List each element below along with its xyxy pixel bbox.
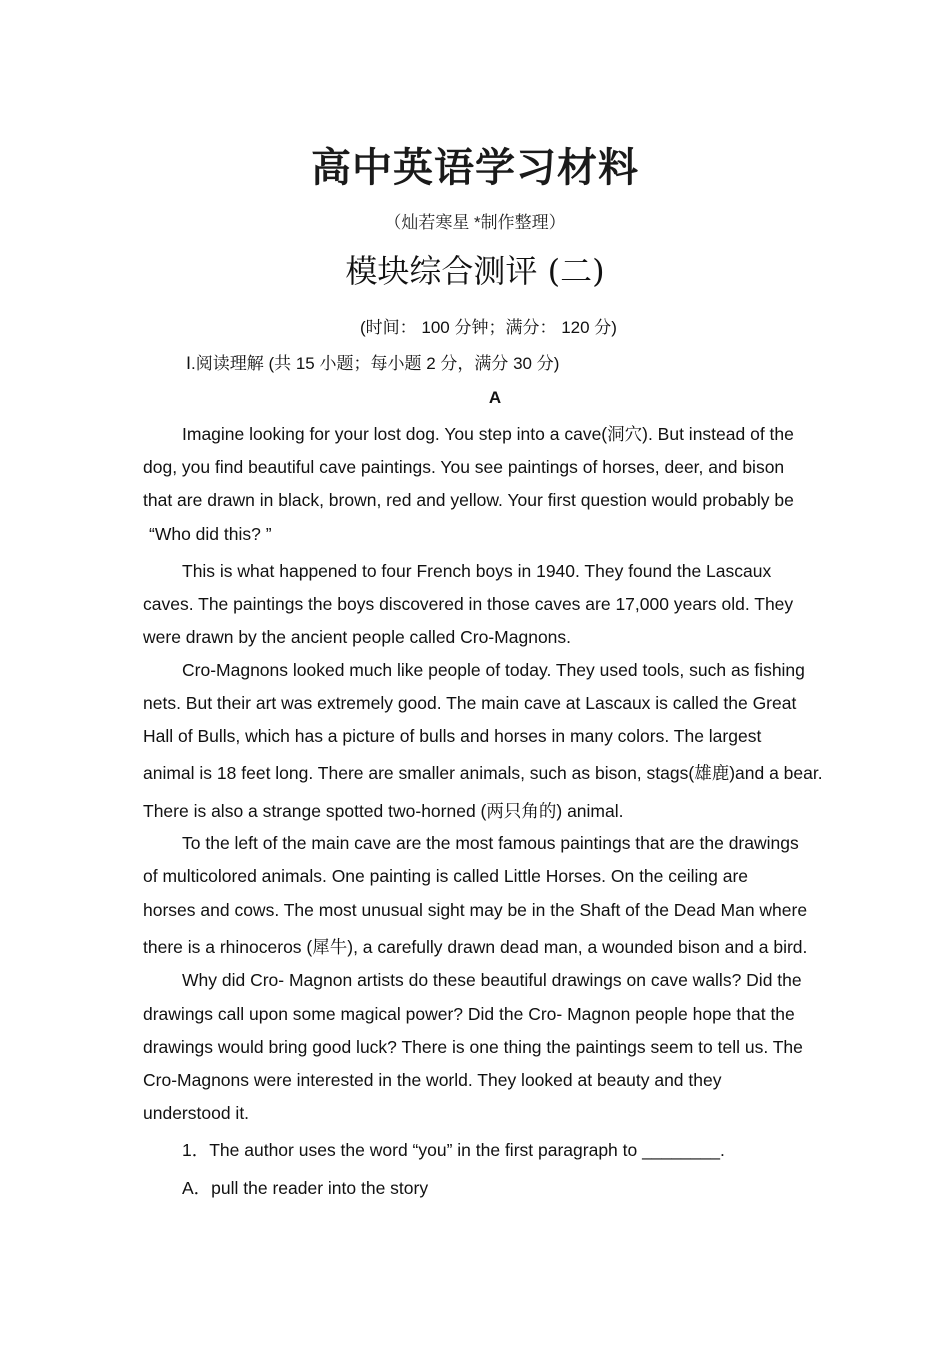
- passage-line: There is also a strange spotted two-horned (两只角的) animal.: [143, 801, 624, 821]
- passage-line: dog, you find beautiful cave paintings. You see paintings of horses, deer, and bison: [143, 457, 785, 477]
- passage-line: nets. But their art was extremely good. The main cave at Lascaux is called the Great: [143, 693, 797, 713]
- passage-line: there is a rhinoceros (犀牛), a carefully drawn dead man, a wounded bison and a bird.: [143, 937, 808, 957]
- section-heading: Ⅰ.阅读理解 (共 15 小题；每小题 2 分，满分 30 分): [186, 354, 560, 373]
- passage-line: were drawn by the ancient people called Cro-Magnons.: [143, 627, 572, 647]
- passage-line: of multicolored animals. One painting is called Little Horses. On the ceiling are: [143, 866, 749, 886]
- passage-line: To the left of the main cave are the most famous paintings that are the drawings: [182, 833, 799, 853]
- passage-line: Imagine looking for your lost dog. You step into a cave(洞穴). But instead of the: [182, 424, 794, 444]
- passage-line: understood it.: [143, 1103, 250, 1123]
- module-title: 模块综合测评 (二): [345, 252, 605, 290]
- passage-line: This is what happened to four French boys in 1940. They found the Lascaux: [182, 561, 772, 581]
- passage-line: Hall of Bulls, which has a picture of bulls and horses in many colors. The largest: [143, 726, 762, 746]
- passage-line: Cro-Magnons looked much like people of today. They used tools, such as fishing: [182, 660, 805, 680]
- document-subtitle: （灿若寒星 *制作整理）: [384, 213, 566, 232]
- passage-line: caves. The paintings the boys discovered in those caves are 17,000 years old. They: [143, 594, 794, 614]
- passage-label: A: [488, 388, 502, 407]
- passage-line: horses and cows. The most unusual sight may be in the Shaft of the Dead Man where: [143, 900, 808, 920]
- passage-line: drawings call upon some magical power? Did the Cro- Magnon people hope that the: [143, 1004, 795, 1024]
- document-title: 高中英语学习材料: [311, 144, 639, 191]
- answer-option-a: A．pull the reader into the story: [182, 1178, 429, 1198]
- passage-line: drawings would bring good luck? There is one thing the paintings seem to tell us. The: [143, 1037, 803, 1057]
- passage-line: Why did Cro- Magnon artists do these beautiful drawings on cave walls? Did the: [182, 970, 802, 990]
- passage-line: animal is 18 feet long. There are smaller animals, such as bison, stags(雄鹿)and a bear.: [143, 763, 823, 783]
- passage-line: “Who did this? ”: [149, 524, 272, 544]
- exam-time-info: (时间： 100 分钟；满分： 120 分): [360, 318, 617, 337]
- question-stem: 1．The author uses the word “you” in the first paragraph to ________.: [182, 1140, 725, 1160]
- passage-line: Cro-Magnons were interested in the world. They looked at beauty and they: [143, 1070, 722, 1090]
- passage-line: that are drawn in black, brown, red and yellow. Your first question would probably be: [143, 490, 794, 510]
